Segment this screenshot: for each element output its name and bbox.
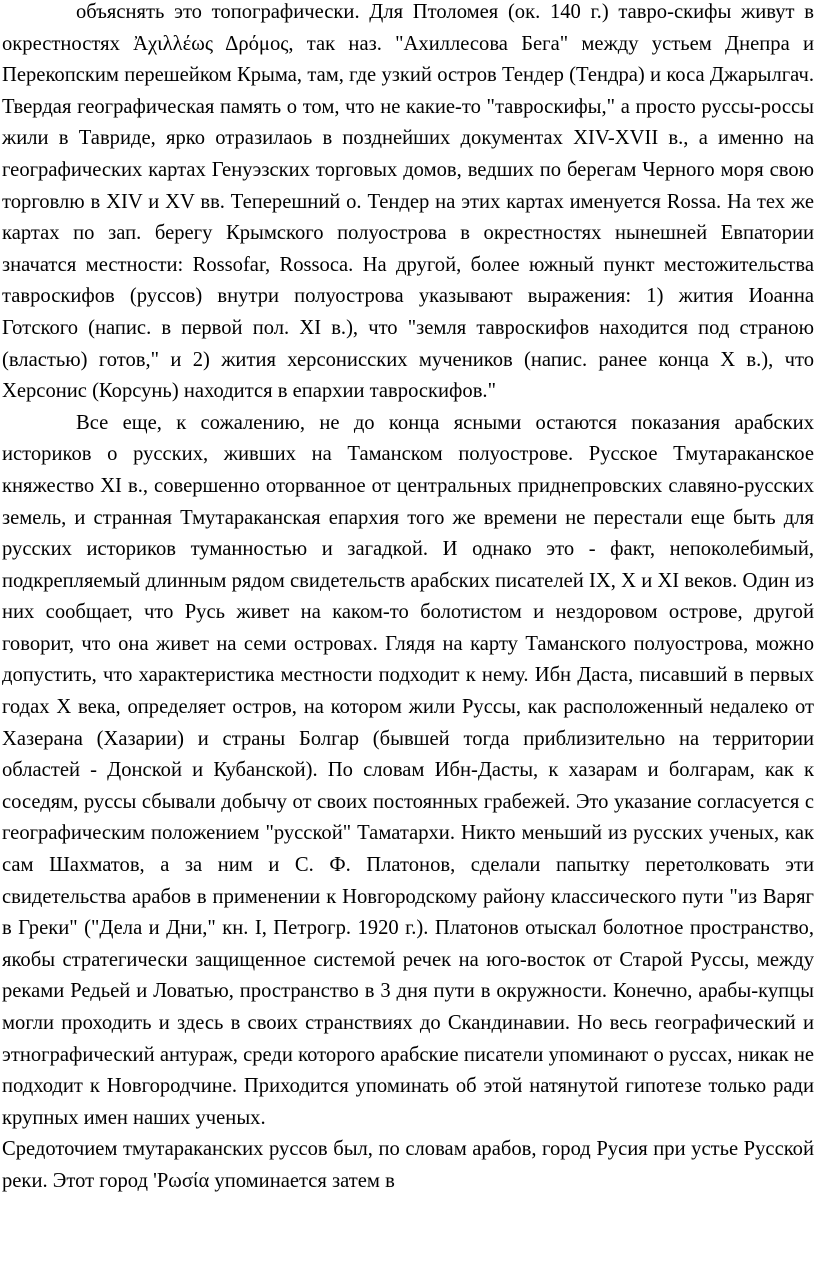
paragraph-2: Все еще, к сожалению, не до конца ясными остаются показания арабских историков о русских, живших на Таманском полуострове. Русское Тмутараканское княжество XI в., совершенно оторванное от центральных приднепровских славяно-русских земель, и странная Тмутараканская епархия того же времени не перестали еще быть для русских историков туманностью и загадкой. И однако это - факт, непоколебимый, подкрепляемый длинным рядом свидетельств арабских писателей IX, X и XI веков. Один из них сообщает, что Русь живет на каком-то болотистом и нездоровом острове, другой говорит, что она живет на семи островах. Глядя на карту Таманского полуострова, можно допустить, что характеристика местности подходит к нему. Ибн Даста, писавший в первых годах X века, определяет остров, на котором жили Руссы, как расположенный недалеко от Хазерана (Хазарии) и страны Болгар (бывшей тогда приблизительно на территории областей - Донской и Кубанской). По словам Ибн-Дасты, к хазарам и болгарам, как к соседям, руссы сбывали добычу от своих постоянных грабежей. Это указание согласуется с географическим положением "русской" Таматархи. Никто меньший из русских ученых, как сам Шахматов, а за ним и С. Ф. Платонов, сделали папытку перетолковать эти свидетельства арабов в применении к Новгородскому району классического пути "из Варяг в Греки" ("Дела и Дни," кн. I, Петрогр. 1920 г.). Платонов отыскал болотное пространство, якобы стратегически защищенное системой речек на юго-восток от Старой Руссы, между реками Редьей и Ловатью, пространство в 3 дня пути в окружности. Конечно, арабы-купцы могли проходить и здесь в своих странствиях до Скандинавии. Но весь географический и этнографический антураж, среди которого арабские писатели упоминают о руссах, никак не подходит к Новгородчине. Приходится упоминать об этой натянутой гипотезе только ради крупных имен наших ученых.: [2, 411, 814, 1129]
paragraph-1: объяснять это топографически. Для Птоломея (ок. 140 г.) тавро-скифы живут в окрестностях Ἀχιλλέως Δρόμος, так наз. "Ахиллесова Бега" между устьем Днепра и Перекопским перешейком Крыма, там, где узкий остров Тендер (Тендра) и коса Джарылгач. Твердая географическая память о том, что не какие-то "тавроскифы," а просто руссы-россы жили в Тавриде, ярко отразилаоь в позднейших документах XIV-XVII в., а именно на географических картах Генуэзских торговых домов, ведших по берегам Черного моря свою торговлю в XIV и XV вв. Теперешний о. Тендер на этих картах именуется Rossa. На тех же картах по зап. берегу Крымского полуострова в окрестностях нынешней Евпатории значатся местности: Rossofar, Rossoca. На другой, более южный пункт местожительства тавроскифов (руссов) внутри полуострова указывают выражения: 1) жития Иоанна Готского (напис. в первой пол. XI в.), что "земля тавроскифов находится под страною (властью) готов," и 2) жития херсонисских мучеников (напис. ранее конца X в.), что Херсонис (Корсунь) находится в епархии тавроскифов.": [2, 1, 814, 403]
paragraph-3: Средоточием тмутараканских руссов был, по словам арабов, город Русия при устье Русской реки. Этот город 'Ρωσία упоминается затем в: [2, 1138, 814, 1192]
